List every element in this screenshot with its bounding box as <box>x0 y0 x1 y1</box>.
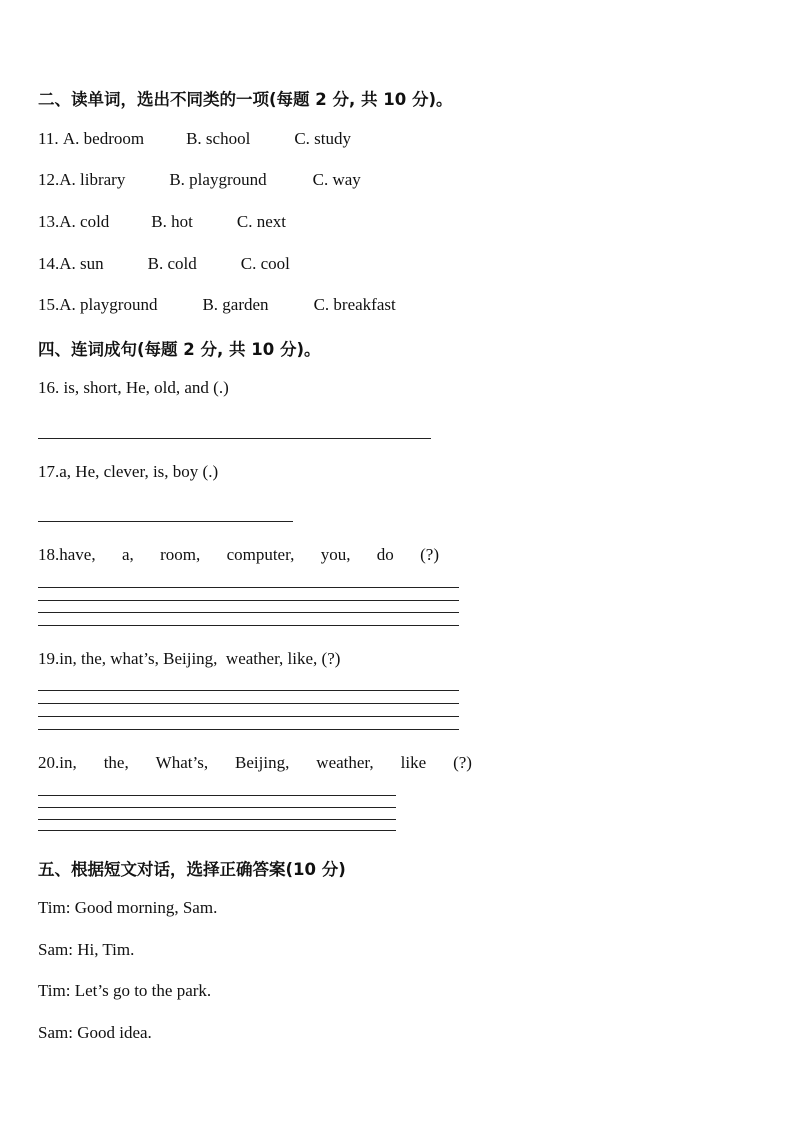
answer-line[interactable] <box>38 703 459 704</box>
option-b: B. school <box>186 129 251 148</box>
dialogue-line: Sam: Hi, Tim. <box>38 940 135 959</box>
option-a: A. playground <box>59 295 158 314</box>
word: What’s, <box>155 753 209 772</box>
option-c: C. next <box>236 212 286 231</box>
dialogue-line: Tim: Let’s go to the park. <box>38 981 212 1000</box>
answer-line[interactable] <box>38 690 459 691</box>
question-19 <box>38 649 340 669</box>
section-five-title: 五、根据短文对话，选择正确答案(10 分) <box>38 860 346 879</box>
word: have, <box>59 545 96 564</box>
option-c: C. cool <box>240 254 290 273</box>
question-13 <box>38 212 286 232</box>
question-20 <box>38 753 472 773</box>
question-number: 19. <box>38 649 60 668</box>
word: room, <box>160 545 201 564</box>
word: in, <box>59 753 77 772</box>
option-a: A. library <box>59 170 126 189</box>
answer-line[interactable] <box>38 521 293 522</box>
question-number: 12. <box>38 170 60 189</box>
option-b: B. hot <box>151 212 193 231</box>
answer-line[interactable] <box>38 729 459 730</box>
question-11 <box>38 129 351 149</box>
option-c: C. way <box>312 170 361 189</box>
answer-line[interactable] <box>38 587 459 588</box>
word: do <box>376 545 394 564</box>
word: the, <box>103 753 129 772</box>
option-b: B. garden <box>202 295 269 314</box>
option-b: B. playground <box>169 170 267 189</box>
option-c: C. study <box>294 129 352 148</box>
word: you, <box>320 545 351 564</box>
answer-line[interactable] <box>38 807 396 808</box>
question-number: 17. <box>38 462 60 481</box>
scrambled-words: in, the, what’s, Beijing, weather, like, (?) <box>59 649 341 668</box>
word: like <box>400 753 427 772</box>
scrambled-words: is, short, He, old, and (.) <box>59 378 229 397</box>
question-14 <box>38 254 290 274</box>
scrambled-words: a, He, clever, is, boy (.) <box>59 462 219 481</box>
question-number: 15. <box>38 295 60 314</box>
question-number: 18. <box>38 545 60 564</box>
word: computer, <box>226 545 295 564</box>
answer-line[interactable] <box>38 612 459 613</box>
option-a: A. cold <box>59 212 110 231</box>
option-a: A. sun <box>59 254 104 273</box>
question-17 <box>38 462 218 482</box>
question-number: 11. <box>38 129 59 148</box>
question-number: 16. <box>38 378 60 397</box>
question-12 <box>38 170 361 190</box>
answer-line[interactable] <box>38 716 459 717</box>
question-18 <box>38 545 439 565</box>
word: weather, <box>316 753 374 772</box>
answer-line[interactable] <box>38 438 431 439</box>
answer-line[interactable] <box>38 600 459 601</box>
section-two-title: 二、读单词，选出不同类的一项(每题 2 分, 共 10 分)。 <box>38 90 453 109</box>
answer-line[interactable] <box>38 830 396 831</box>
dialogue-line: Tim: Good morning, Sam. <box>38 898 218 917</box>
question-number: 13. <box>38 212 60 231</box>
word: (?) <box>420 545 439 564</box>
answer-line[interactable] <box>38 819 396 820</box>
question-number: 20. <box>38 753 60 772</box>
answer-line[interactable] <box>38 795 396 796</box>
answer-line[interactable] <box>38 625 459 626</box>
dialogue-line: Sam: Good idea. <box>38 1023 152 1042</box>
word: a, <box>121 545 134 564</box>
word: (?) <box>453 753 472 772</box>
question-number: 14. <box>38 254 60 273</box>
option-b: B. cold <box>147 254 197 273</box>
question-15 <box>38 295 396 315</box>
section-four-title: 四、连词成句(每题 2 分, 共 10 分)。 <box>38 340 321 359</box>
question-16 <box>38 378 229 398</box>
option-a: A. bedroom <box>62 129 145 148</box>
word: Beijing, <box>235 753 290 772</box>
option-c: C. breakfast <box>313 295 396 314</box>
